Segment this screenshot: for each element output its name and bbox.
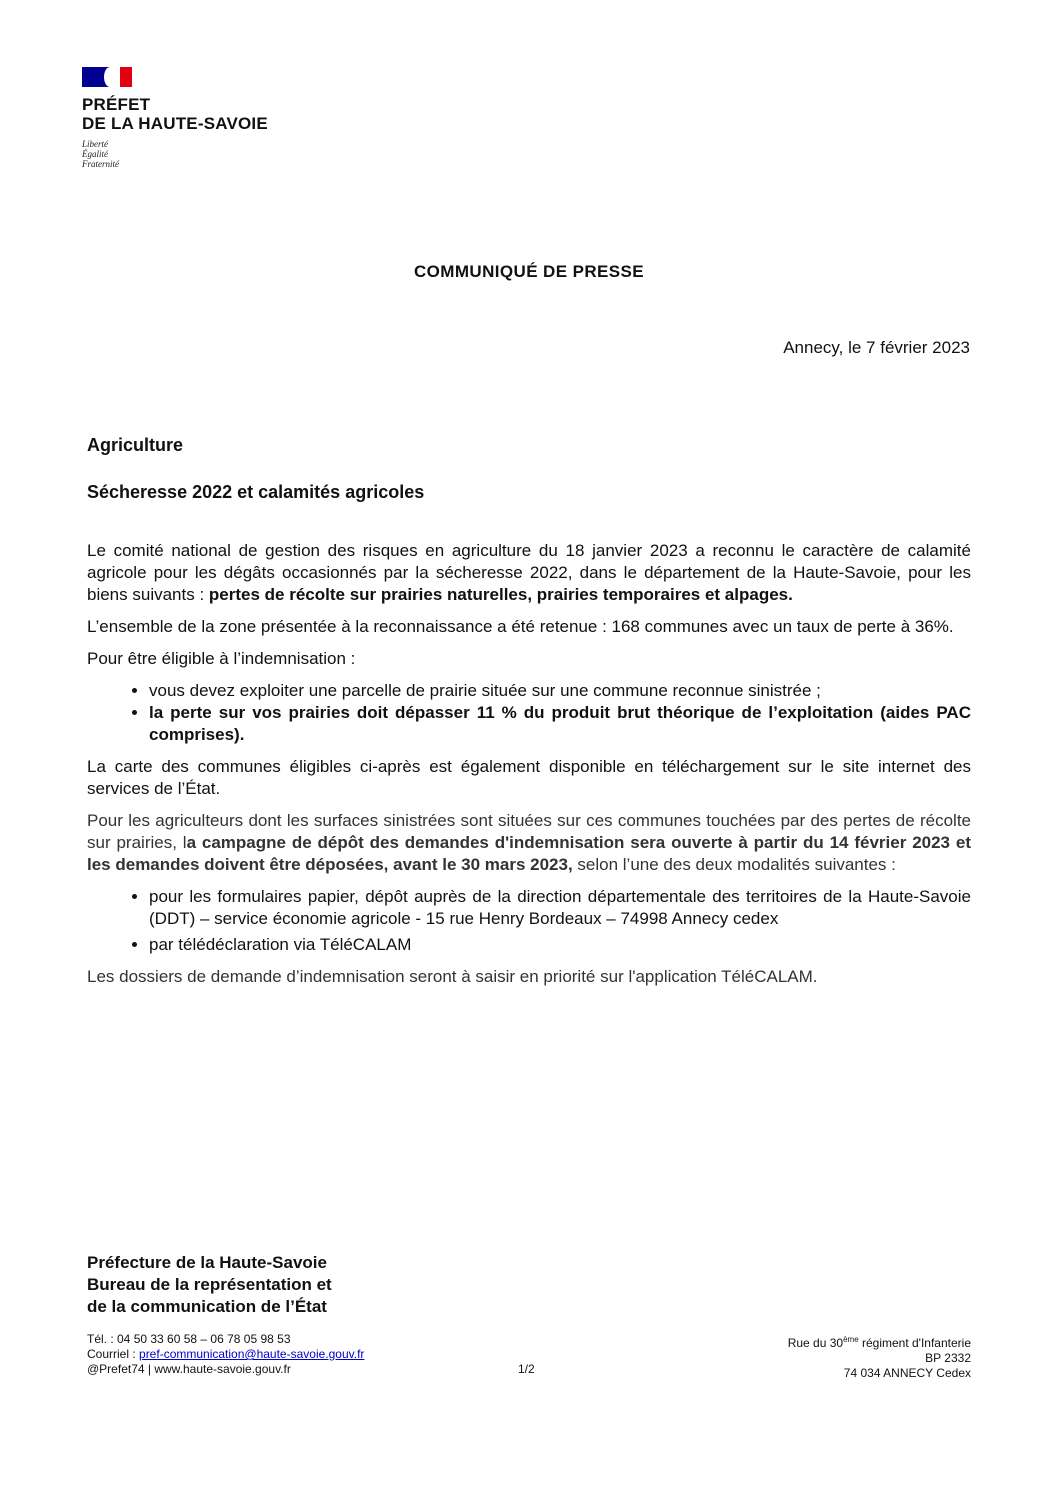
address-street: Rue du 30ème régiment d'Infanterie [787,1335,971,1350]
page-number: 1/2 [518,1362,535,1376]
email-link[interactable]: pref-communication@haute-savoie.gouv.fr [139,1347,365,1361]
issuer-line3: de la communication de l’État [87,1297,327,1316]
phone-numbers: Tél. : 04 50 33 60 58 – 06 78 05 98 53 [87,1332,291,1346]
issuer-line2: Bureau de la représentation et [87,1275,332,1294]
republic-motto [82,139,302,169]
paragraph-campaign: Pour les agriculteurs dont les surfaces sinistrées sont situées sur ces communes touchées par des pertes de récolte sur prairies, la campagne de dépôt des demandes d'indemnisation sera ouverte à partir du 14 février 2023 et les demandes doivent être déposées, avant le 30 mars 2023, selon l’une des deux modalités suivantes : [87,811,971,874]
subject-title: Sécheresse 2022 et calamités agricoles [87,482,425,502]
paragraph-map: La carte des communes éligibles ci-après est également disponible en téléchargement sur le site internet des services de l’État. [87,757,971,798]
prefecture-logo [82,67,302,169]
prefet-title-line2: DE LA HAUTE-SAVOIE [82,114,268,133]
paragraph-recognition: Le comité national de gestion des risques en agriculture du 18 janvier 2023 a reconnu le caractère de calamité agricole pour les dégâts occasionnés par la sécheresse 2022, dans le département de la Haute-Savoie, pour les biens suivants : pertes de récolte sur prairies naturelles, prairies temporaires et alpages. [87,541,971,604]
prefet-title-line1: PRÉFET [82,95,151,114]
list-item: • la perte sur vos prairies doit dépasser 11 % du produit brut théorique de l’exploitation (aides PAC comprises). [149,702,971,746]
postal-address [788,1332,971,1381]
address-city: 74 034 ANNECY Cedex [843,1366,971,1380]
marianne-flag-icon [82,67,132,87]
eligibility-list [87,680,971,746]
campaign-dates: a campagne de dépôt des demandes d'indemnisation sera ouverte à partir du 14 février 2023 et les demandes doivent être déposées, avant le 30 mars 2023, [87,833,971,874]
address-bp: BP 2332 [925,1351,971,1365]
modalities-list [87,886,971,956]
motto-fraternite: Fraternité [82,159,119,169]
press-release-body [87,434,971,998]
social-website: @Prefet74 | www.haute-savoie.gouv.fr [87,1362,291,1376]
list-item: • vous devez exploiter une parcelle de prairie située sur une commune reconnue sinistrée ; [149,680,971,702]
recognized-goods: pertes de récolte sur prairies naturelles, prairies temporaires et alpages. [208,585,793,604]
email-line: Courriel : pref-communication@haute-savoie.gouv.fr [87,1347,365,1361]
date-line: Annecy, le 7 février 2023 [783,338,970,357]
document-type-title: COMMUNIQUÉ DE PRESSE [414,262,644,281]
motto-egalite: Égalité [82,149,108,159]
contact-info [87,1332,364,1377]
list-item: • pour les formulaires papier, dépôt auprès de la direction départementale des territoires de la Haute-Savoie (DDT) – service économie agricole - 15 rue Henry Bordeaux – 74998 Annecy cedex [149,886,971,930]
paragraph-telecalam: Les dossiers de demande d’indemnisation seront à saisir en priorité sur l'application TéléCALAM. [87,967,818,986]
issuer-block [87,1252,332,1318]
paragraph-zone: L’ensemble de la zone présentée à la reconnaissance a été retenue : 168 communes avec un taux de perte à 36%. [87,617,954,636]
list-item: • par télédéclaration via TéléCALAM [149,934,971,956]
motto-liberte: Liberté [82,139,108,149]
paragraph-eligibility-intro: Pour être éligible à l’indemnisation : [87,649,356,668]
issuer-line1: Préfecture de la Haute-Savoie [87,1253,327,1272]
section-title: Agriculture [87,435,184,455]
